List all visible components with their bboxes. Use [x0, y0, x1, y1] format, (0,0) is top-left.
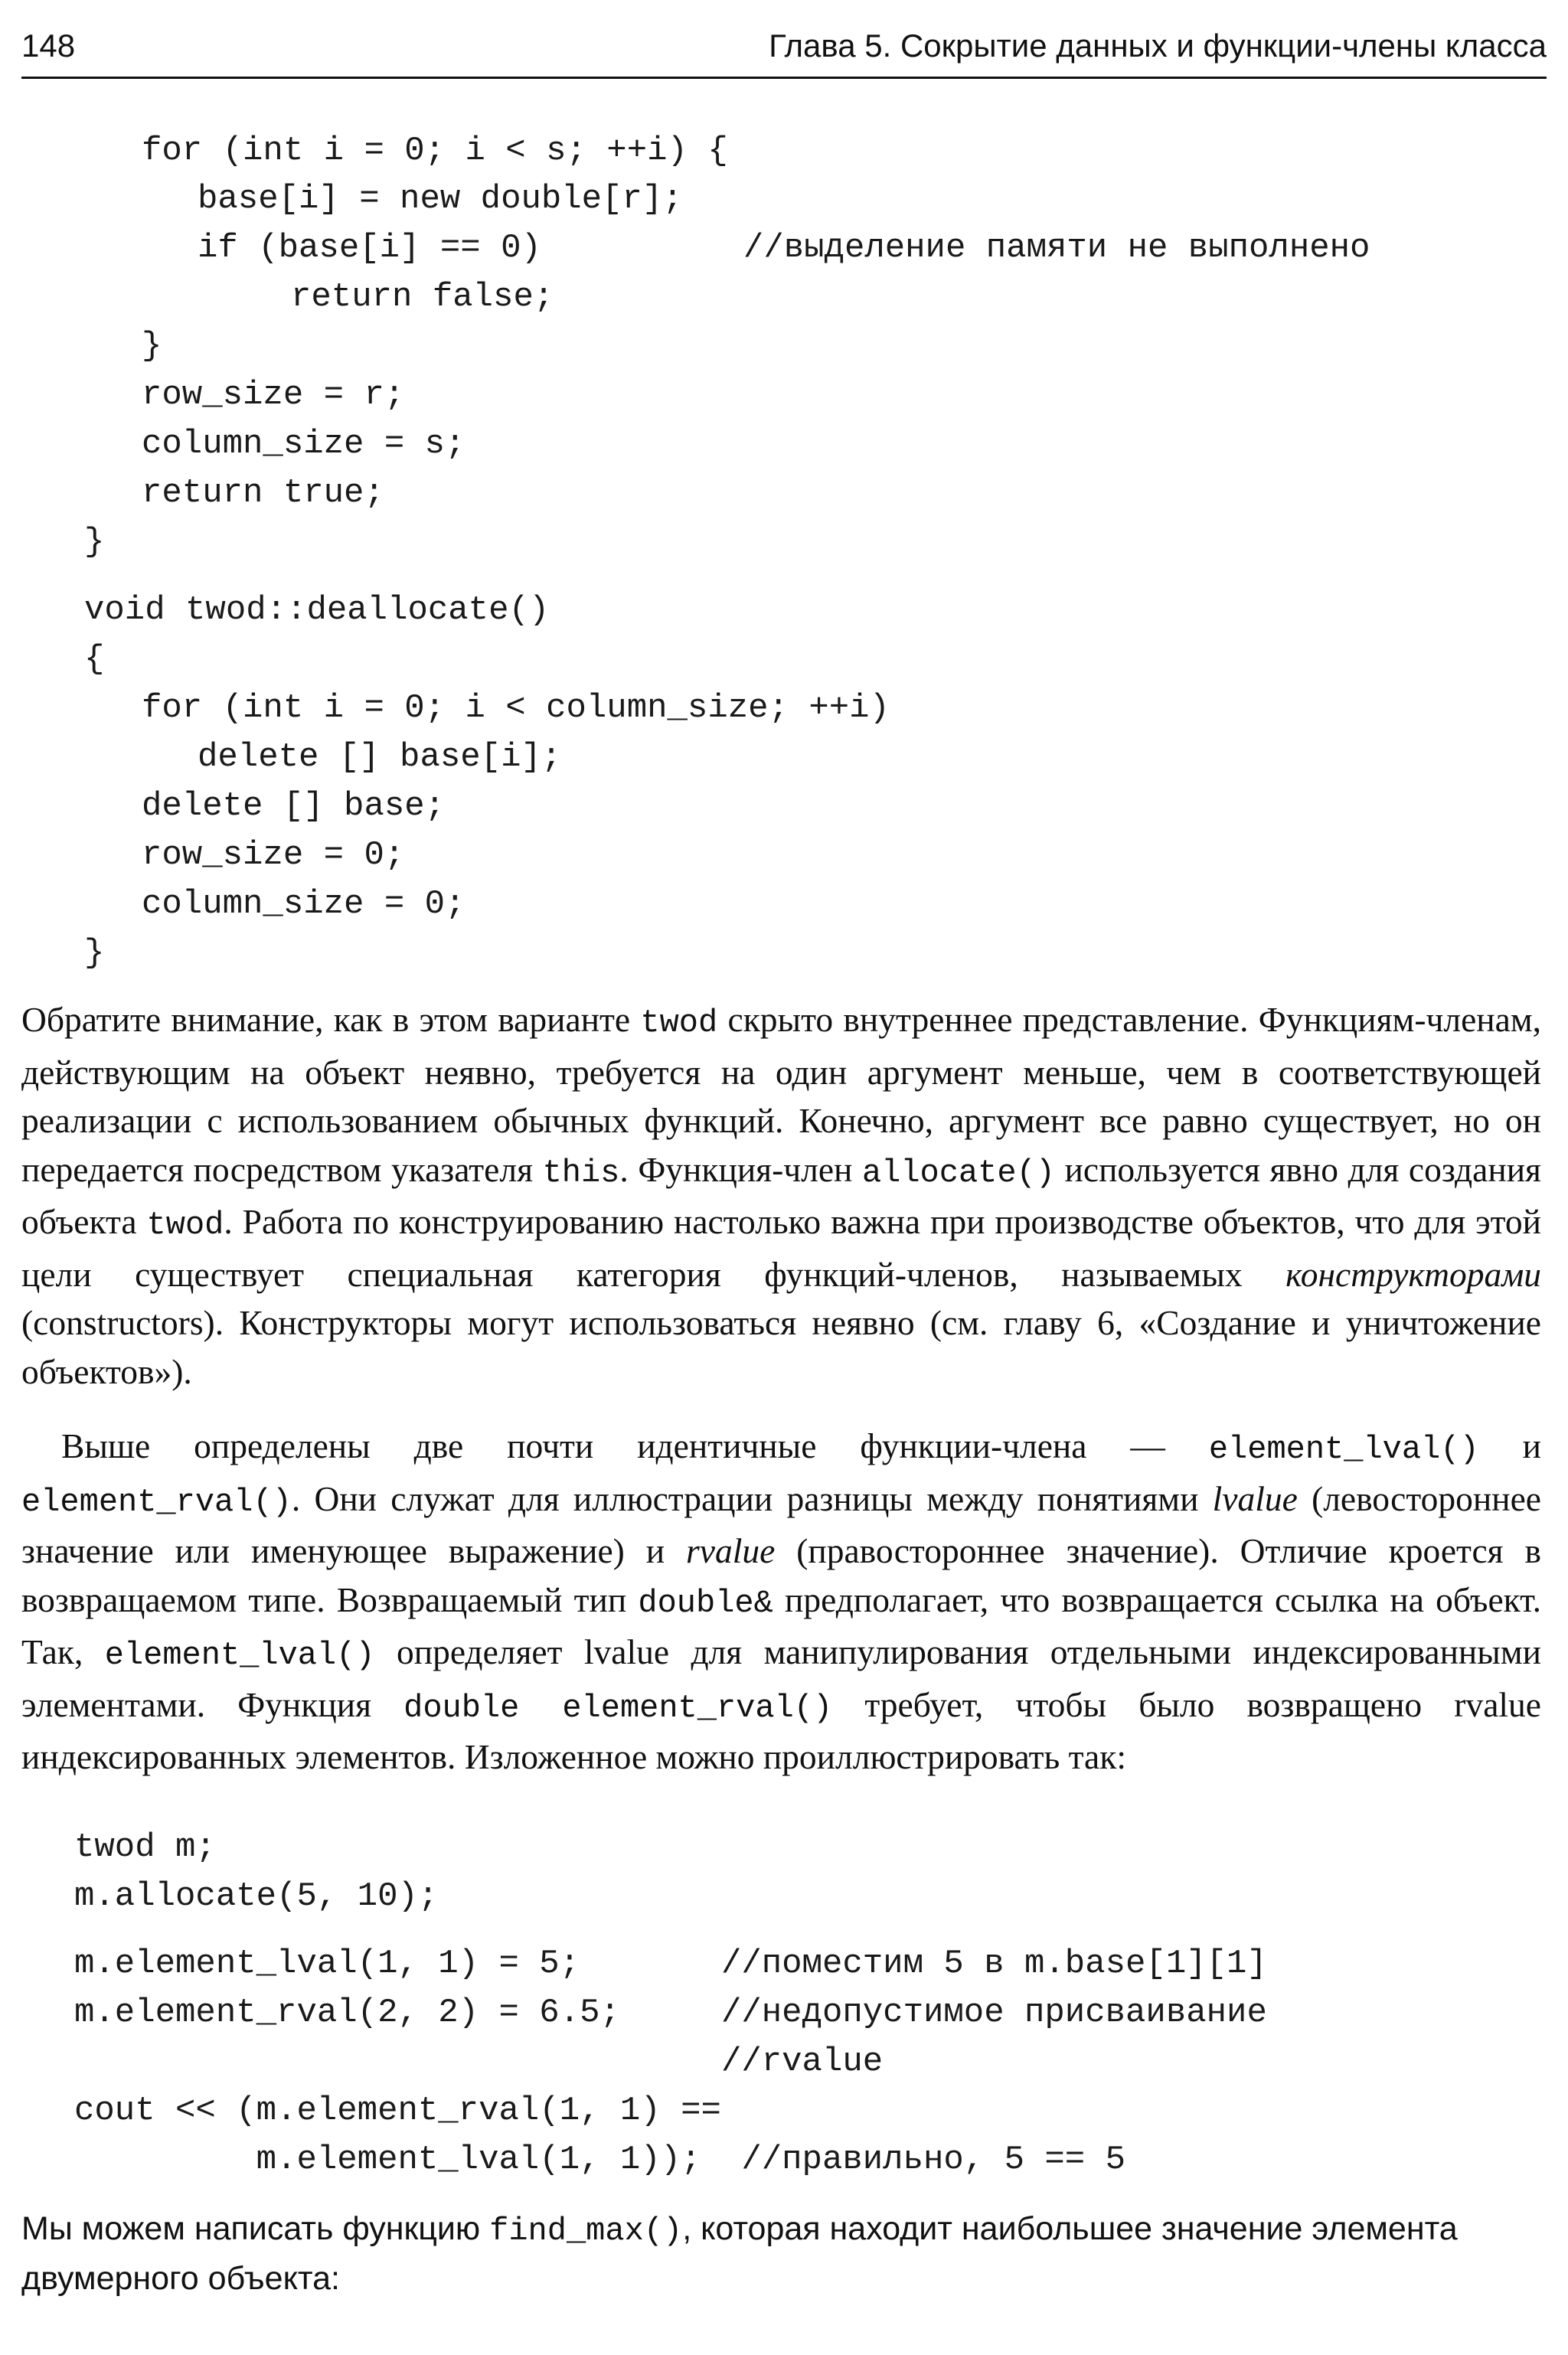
text-run: и	[1478, 1426, 1541, 1465]
chapter-title: Глава 5. Сокрытие данных и функции-члены класса	[769, 28, 1547, 64]
code-line: row_size = 0;	[142, 836, 405, 874]
inline-code: twod	[146, 1207, 224, 1243]
code-line: column_size = s;	[142, 425, 466, 463]
code-line: delete [] base[i];	[198, 738, 562, 776]
italic-term: lvalue	[1212, 1478, 1298, 1518]
inline-code: element_lval()	[1208, 1431, 1479, 1468]
inline-code: double&	[638, 1584, 773, 1622]
inline-code: allocate()	[861, 1154, 1055, 1191]
code-line: for (int i = 0; i < s; ++i) {	[142, 132, 728, 170]
code-line: row_size = r;	[142, 376, 405, 414]
text-run: требует, чтобы было возвращено rvalue индексированных элементов. Изложенное можно проиллюстрировать так:	[21, 1684, 1541, 1776]
code-line: for (int i = 0; i < column_size; ++i)	[142, 689, 890, 727]
code-line: m.element_lval(1, 1)); //правильно, 5 == 5	[74, 2141, 1126, 2179]
text-run: (правостороннее значение). Отличие кроется в возвращаемом типе. Возвращаемый тип	[21, 1531, 1541, 1619]
text-run: предполагает, что возвращается ссылка на объект. Так,	[21, 1579, 1541, 1671]
code-line: column_size = 0;	[142, 885, 466, 923]
text-run: (левостороннее значение или именующее выражение) и	[21, 1478, 1541, 1570]
paragraph-find-max	[21, 2205, 1541, 2302]
code-block-example	[0, 1807, 1568, 2190]
text-run: Обратите внимание, как в этом варианте	[21, 1000, 641, 1039]
code-line: twod m;	[74, 1828, 216, 1867]
code-line: m.element_rval(2, 2) = 6.5; //недопустимое присваивание	[74, 1994, 1267, 2032]
code-line: return true;	[142, 474, 384, 512]
paragraph-twod-hidden	[21, 995, 1541, 1396]
code-line: return false;	[291, 278, 554, 316]
italic-term: rvalue	[686, 1531, 776, 1570]
paragraph-lvalue-rvalue	[21, 1422, 1541, 1782]
text-run: скрыто внутреннее представление. Функциям-членам, действующим на объект неявно, требуется на один аргумент меньше, чем в соответствующей реализации с использованием обычных функций. Конечно, аргумент все равно существует, но он передается посредством указателя	[21, 1000, 1541, 1189]
text-run: Мы можем написать функцию	[21, 2210, 490, 2247]
code-line: {	[84, 640, 105, 678]
text-run: (constructors). Конструкторы могут использоваться неявно (см. главу 6, «Создание и уничтожение объектов»).	[21, 1303, 1541, 1391]
text-run: . Они служат для иллюстрации разницы между понятиями	[291, 1478, 1213, 1518]
code-line: //rvalue	[74, 2043, 884, 2081]
code-line: }	[84, 523, 105, 561]
text-run: . Работа по конструированию настолько важна при производстве объектов, что для этой цели существует специальная категория функций-членов, называемых	[21, 1202, 1541, 1294]
italic-term: конструкторами	[1285, 1254, 1541, 1294]
code-line: m.allocate(5, 10);	[74, 1877, 439, 1916]
code-line: delete [] base;	[142, 787, 446, 825]
inline-code: element_lval()	[104, 1637, 375, 1674]
code-line: m.element_lval(1, 1) = 5; //поместим 5 в m.base[1][1]	[74, 1945, 1267, 1983]
inline-code: find_max()	[489, 2213, 683, 2249]
page-number: 148	[21, 28, 76, 64]
code-line: base[i] = new double[r];	[198, 180, 683, 218]
text-run: определяет lvalue для манипулирования отдельными индексированными элементами. Функция	[21, 1632, 1541, 1724]
inline-code: element_rval()	[21, 1483, 292, 1520]
code-line: cout << (m.element_rval(1, 1) ==	[74, 2092, 721, 2130]
code-line: }	[142, 327, 162, 365]
code-block-top	[0, 0, 1568, 980]
code-line: void twod::deallocate()	[84, 591, 550, 629]
text-run: Выше определены две почти идентичные функции-члена —	[61, 1426, 1209, 1465]
code-line: }	[84, 934, 105, 972]
code-line: if (base[i] == 0) //выделение памяти не выполнено	[198, 229, 1370, 267]
inline-code: twod	[640, 1004, 718, 1041]
text-run: , которая находит наибольшее значение элемента двумерного объекта:	[21, 2210, 1458, 2297]
text-run: используется явно для создания объекта	[21, 1149, 1541, 1241]
text-run: . Функция-член	[619, 1149, 862, 1189]
inline-code: double element_rval()	[403, 1689, 833, 1726]
inline-code: this	[542, 1154, 620, 1191]
